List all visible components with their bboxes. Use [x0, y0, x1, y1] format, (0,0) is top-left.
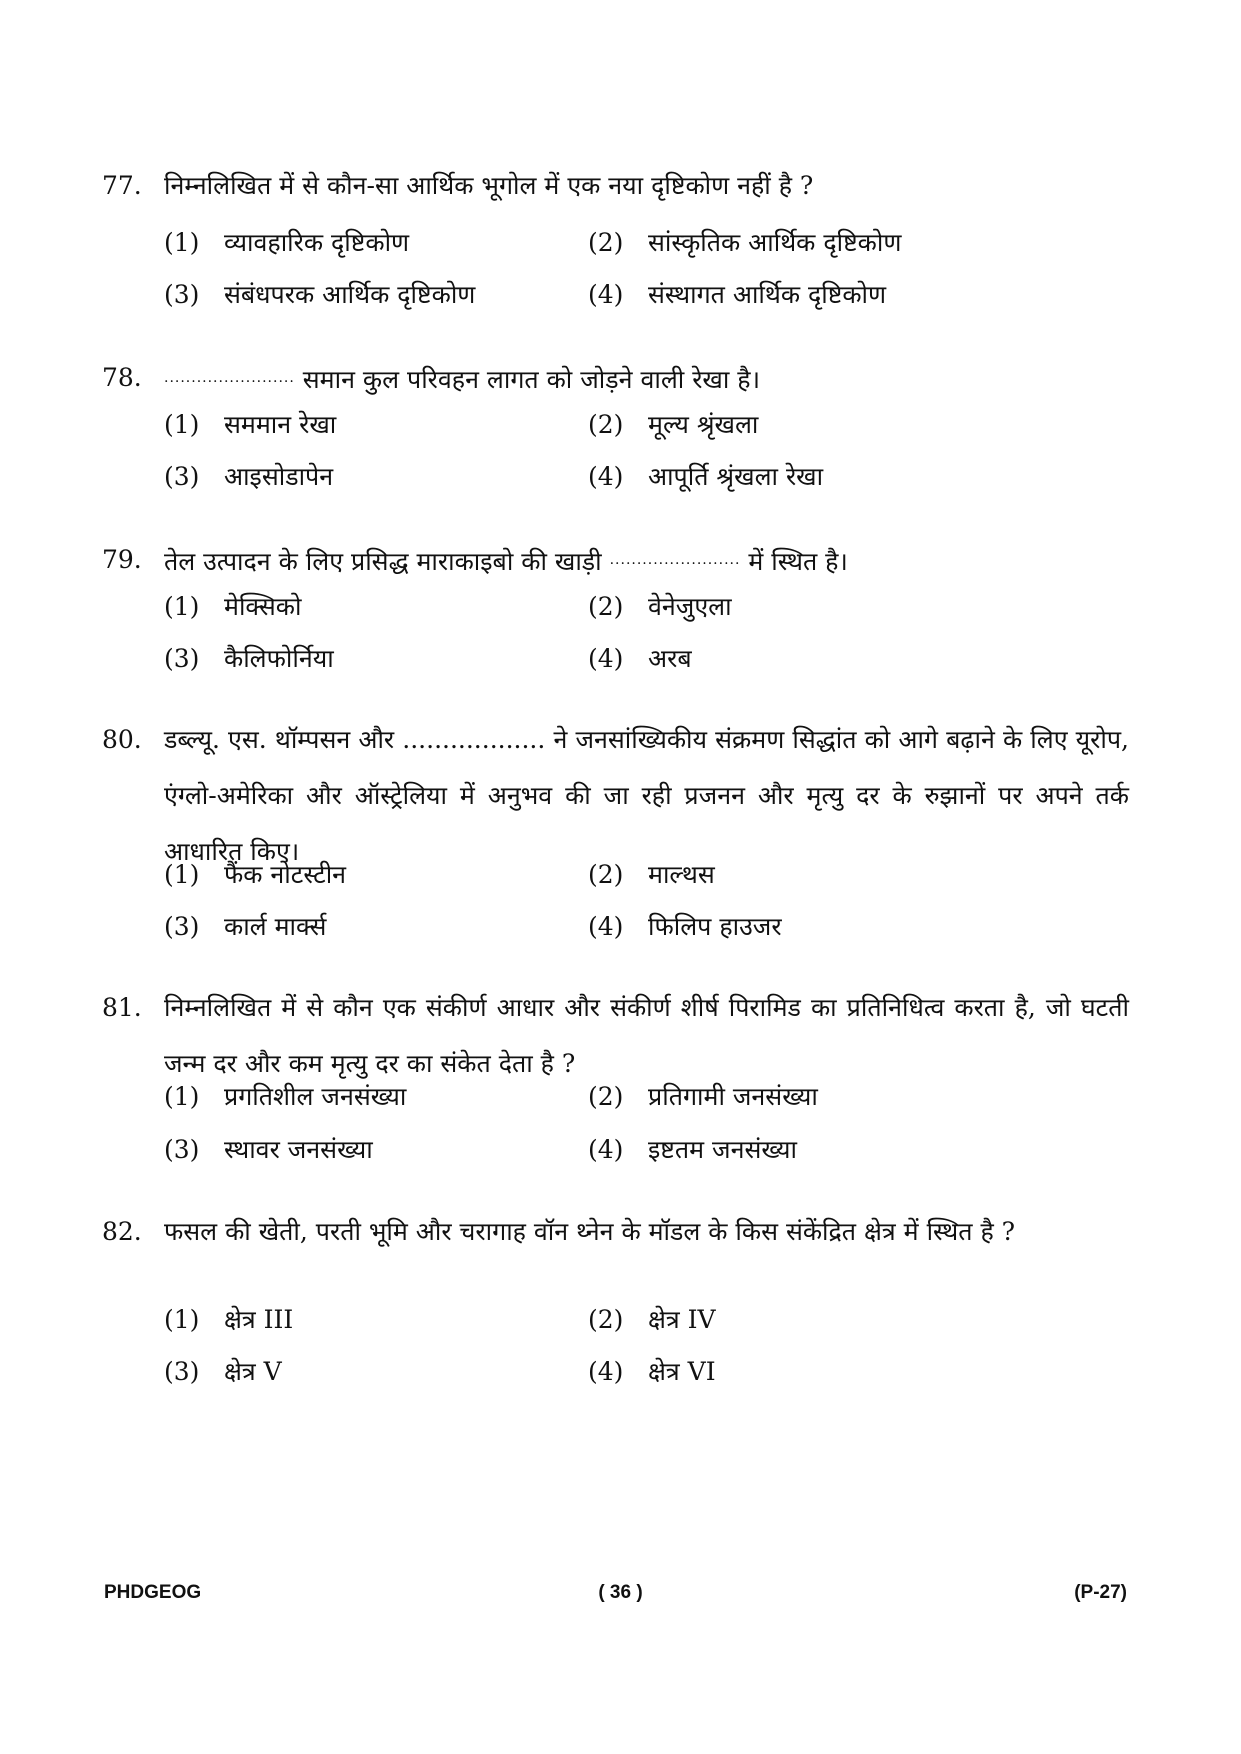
option-text: क्षेत्र IV: [648, 1305, 716, 1334]
option-82-4: [588, 1357, 716, 1387]
option-number: (2): [588, 592, 624, 621]
question-text: ........................ समान कुल परिवहन लागत को जोड़ने वाली रेखा है।: [164, 365, 761, 394]
option-number: (4): [588, 1135, 624, 1164]
option-text: क्षेत्र VI: [648, 1357, 716, 1386]
option-79-4: [588, 644, 692, 674]
option-82-3: [164, 1357, 282, 1387]
option-81-1: [164, 1082, 406, 1112]
option-79-1: [164, 592, 301, 622]
option-text: प्रगतिशील जनसंख्या: [224, 1082, 407, 1111]
option-text: मेक्सिको: [224, 592, 302, 621]
option-text: कार्ल मार्क्स: [224, 912, 327, 941]
option-81-2: [588, 1082, 818, 1112]
option-78-4: [588, 462, 823, 492]
option-78-1: [164, 410, 336, 440]
question-text: तेल उत्पादन के लिए प्रसिद्ध माराकाइबो की खाड़ी ........................ में स्थित है।: [164, 547, 848, 576]
option-text: स्थावर जनसंख्या: [224, 1135, 373, 1164]
option-number: (4): [588, 1357, 624, 1386]
option-number: (4): [588, 644, 624, 673]
question-number: 82.: [102, 1217, 142, 1246]
question-number: 78.: [102, 363, 142, 392]
option-80-4: [588, 912, 782, 942]
option-number: (2): [588, 860, 624, 889]
option-number: (1): [164, 1305, 200, 1334]
option-78-2: [588, 410, 758, 440]
option-text: प्रतिगामी जनसंख्या: [648, 1082, 818, 1111]
option-text: अरब: [648, 644, 692, 673]
option-text: क्षेत्र III: [224, 1305, 294, 1334]
option-77-3: [164, 280, 475, 310]
question-81: [102, 980, 1129, 1092]
option-number: (1): [164, 1082, 200, 1111]
option-number: (2): [588, 1305, 624, 1334]
option-number: (3): [164, 912, 200, 941]
option-82-2: [588, 1305, 716, 1335]
option-number: (1): [164, 860, 200, 889]
question-number: 81.: [102, 993, 142, 1022]
option-82-1: [164, 1305, 293, 1335]
option-text: आइसोडापेन: [224, 462, 334, 491]
option-80-1: [164, 860, 346, 890]
option-80-3: [164, 912, 326, 942]
question-text: निम्नलिखित में से कौन-सा आर्थिक भूगोल में एक नया दृष्टिकोण नहीं है ?: [164, 171, 814, 200]
option-number: (4): [588, 280, 624, 309]
question-number: 77.: [102, 171, 142, 200]
option-number: (2): [588, 410, 624, 439]
option-number: (2): [588, 228, 624, 257]
option-text: इष्टतम जनसंख्या: [648, 1135, 797, 1164]
option-text: वेनेजुएला: [648, 592, 732, 621]
question-number: 79.: [102, 545, 142, 574]
option-number: (4): [588, 912, 624, 941]
question-82: [102, 1204, 1129, 1260]
question-79: [102, 532, 1129, 590]
question-text: निम्नलिखित में से कौन एक संकीर्ण आधार और संकीर्ण शीर्ष पिरामिड का प्रतिनिधित्व करता है, जो घटती जन्म दर और कम मृत्यु दर का संकेत देता है ?: [164, 993, 1129, 1078]
option-number: (3): [164, 644, 200, 673]
option-text: सममान रेखा: [224, 410, 337, 439]
option-number: (3): [164, 280, 200, 309]
option-text: मूल्य श्रृंखला: [648, 410, 759, 439]
option-number: (1): [164, 410, 200, 439]
option-text: व्यावहारिक दृष्टिकोण: [224, 228, 410, 257]
option-77-2: [588, 228, 901, 258]
option-78-3: [164, 462, 333, 492]
option-text: फिलिप हाउजर: [648, 912, 782, 941]
option-number: (3): [164, 462, 200, 491]
option-text: माल्थस: [648, 860, 715, 889]
option-text: क्षेत्र V: [224, 1357, 282, 1386]
blank: ........................: [609, 552, 741, 568]
option-number: (1): [164, 592, 200, 621]
option-number: (3): [164, 1135, 200, 1164]
question-78: [102, 350, 1129, 408]
option-81-4: [588, 1135, 797, 1165]
question-80: [102, 712, 1129, 880]
option-text: सांस्कृतिक आर्थिक दृष्टिकोण: [648, 228, 902, 257]
option-number: (3): [164, 1357, 200, 1386]
footer-set-code: (P-27): [1074, 1582, 1127, 1603]
option-number: (2): [588, 1082, 624, 1111]
blank: ........................: [164, 370, 295, 386]
question-text: फसल की खेती, परती भूमि और चरागाह वॉन थ्नेन के मॉडल के किस संकेंद्रित क्षेत्र में स्थित है ?: [164, 1217, 1016, 1246]
option-79-3: [164, 644, 334, 674]
option-text: संस्थागत आर्थिक दृष्टिकोण: [648, 280, 887, 309]
question-number: 80.: [102, 725, 142, 754]
question-77: [102, 158, 1129, 214]
option-text: कैलिफोर्निया: [224, 644, 334, 673]
option-number: (1): [164, 228, 200, 257]
option-number: (4): [588, 462, 624, 491]
option-80-2: [588, 860, 715, 890]
option-text: फैंक नोटस्टीन: [224, 860, 347, 889]
option-77-4: [588, 280, 886, 310]
option-77-1: [164, 228, 409, 258]
option-79-2: [588, 592, 732, 622]
footer-page-number: ( 36 ): [598, 1582, 643, 1603]
option-text: संबंधपरक आर्थिक दृष्टिकोण: [224, 280, 476, 309]
footer-paper-code: PHDGEOG: [104, 1582, 202, 1603]
option-81-3: [164, 1135, 373, 1165]
option-text: आपूर्ति श्रृंखला रेखा: [648, 462, 824, 491]
question-text: डब्ल्यू. एस. थॉम्पसन और .................. ने जनसांख्यिकीय संक्रमण सिद्धांत को आगे बढ़ाने के लिए यूरोप, एंग्लो-अमेरिका और ऑस्ट्रेलिया में अनुभव की जा रही प्रजनन और मृत्यु दर के रुझानों पर अपने तर्क आधारित किए।: [164, 725, 1129, 866]
